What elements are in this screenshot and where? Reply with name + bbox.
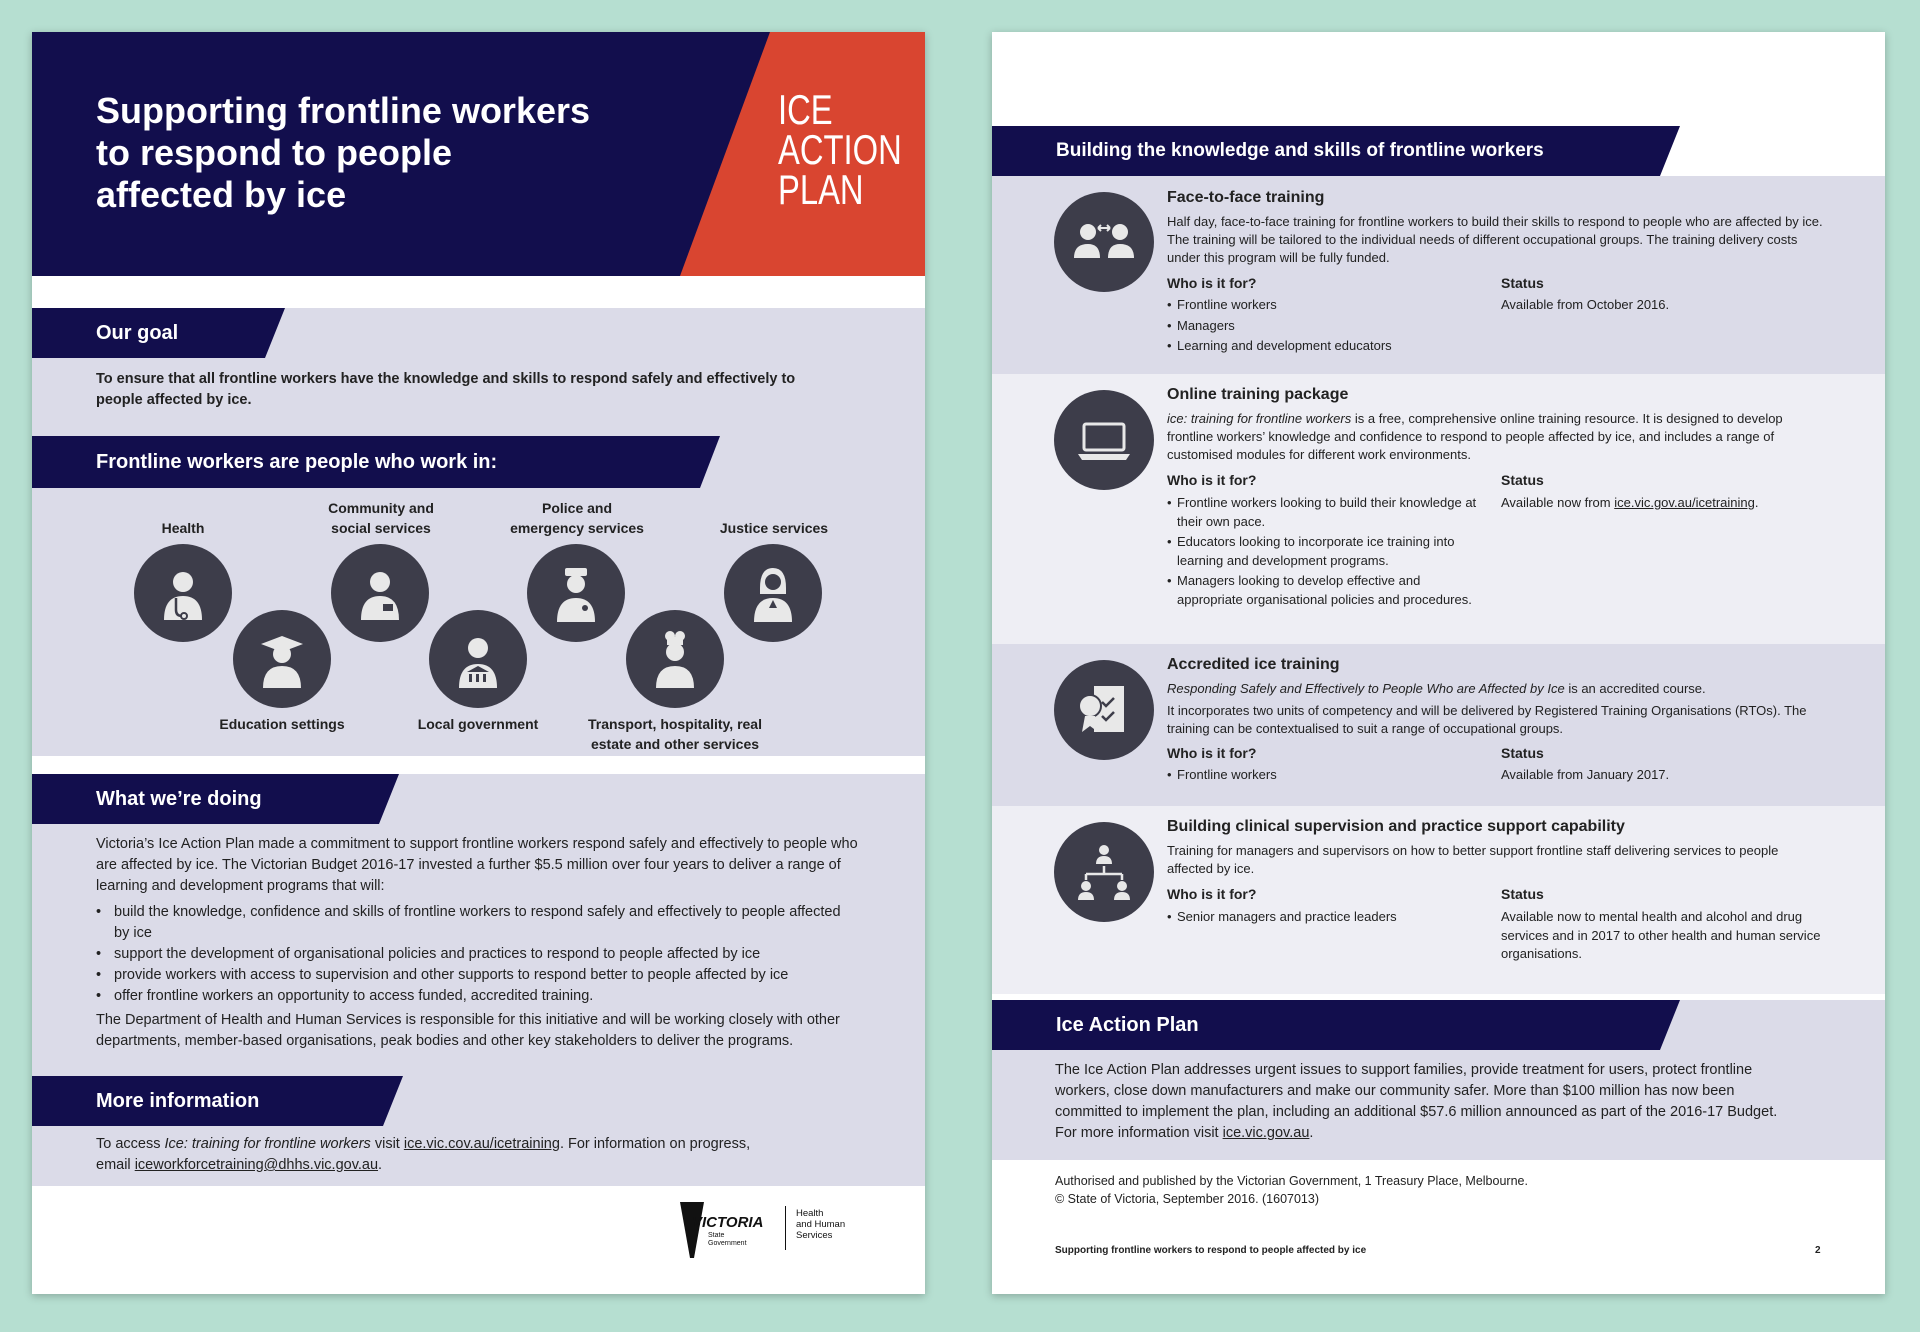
status-label: Status bbox=[1501, 886, 1544, 902]
page-number: 2 bbox=[1815, 1245, 1821, 1256]
government-building-icon bbox=[429, 610, 527, 708]
page-title: Supporting frontline workers to respond to people affected by ice bbox=[96, 90, 591, 215]
certificate-icon bbox=[1054, 660, 1154, 760]
who-list bbox=[1167, 766, 1477, 785]
sector-label-education: Education settings bbox=[219, 716, 345, 732]
status-label: Status bbox=[1501, 472, 1544, 488]
list-item: • Educators looking to incorporate ice training into learning and development programs. bbox=[1167, 533, 1477, 570]
status-text: Available now from ice.vic.gov.au/icetraining. bbox=[1501, 495, 1759, 510]
sector-label-health: Health bbox=[161, 520, 205, 536]
status-text: Available now to mental health and alcohol and drug services and in 2017 to other health and human service organisations. bbox=[1501, 909, 1821, 961]
program-title: Online training package bbox=[1167, 386, 1349, 403]
goal-text: To ensure that all frontline workers have the knowledge and skills to respond safely and effectively to people affected by ice. bbox=[96, 371, 796, 408]
doing-heading: What we’re doing bbox=[96, 788, 262, 810]
ice-vic-link[interactable]: ice.vic.gov.au bbox=[1222, 1125, 1310, 1141]
who-list bbox=[1167, 494, 1477, 609]
doing-intro: Victoria’s Ice Action Plan made a commitment to support frontline workers respond safely and effectively to people who are affected by ice. The Victorian Budget 2016-17 invested a further $5.5 million over four years to deliver a range of learning and development programs that will: bbox=[96, 836, 858, 894]
sector-label-transport: Transport, hospitality, real estate and other services bbox=[587, 716, 762, 752]
list-item: • build the knowledge, confidence and skills of frontline workers to respond safely and effectively to people affected by ice bbox=[96, 902, 858, 944]
who-label: Who is it for? bbox=[1167, 886, 1257, 902]
page-one: Supporting frontline workers to respond to people affected by ice ICE ACTION PLAN Our goal To ensure that all frontline workers have the knowledge and skills to respond safely and effectively to people affected by ice. Frontline workers are people who work in: Health Education settings Community and social services Local government Police and emergency services Transport, hospitality, real estate and other services Justice services What we’re doing Victoria’s Ice Action Plan made a commitment to support frontline workers respond safely and effectively to people who are affected by ice. The Victorian Budget 2016-17 invested a further $5.5 million over four years to deliver a range of learning and development programs that will: • build the knowledge, confidence and skills of frontline workers to respond safely and effectively to people affected by ice • support the development of organisational policies and practices to respond to people affected by ice • provide workers with access to supervision and other supports to respond better to people affected by ice • offer frontline workers an opportunity to access funded, accredited training. The Department of Health and Human Services is responsible for this initiative and will be working closely with other departments, member-based organisations, peak bodies and other key stakeholders to deliver the programs. More information To access Ice: training for frontline workers visit ice.vic.cov.au/icetraining. For information on progress, email iceworkforcetraining@dhhs.vic.gov.au. VICTORIA State Government Health and Human Services bbox=[32, 32, 925, 1294]
who-label: Who is it for? bbox=[1167, 745, 1257, 761]
program-title: Building clinical supervision and practice support capability bbox=[1167, 818, 1625, 835]
page-two bbox=[992, 32, 1885, 1294]
who-list bbox=[1167, 908, 1477, 927]
status-text: Available from October 2016. bbox=[1501, 297, 1670, 312]
program-title: Accredited ice training bbox=[1167, 656, 1340, 673]
two-people-exchange-icon bbox=[1054, 192, 1154, 292]
list-item: • Managers looking to develop effective and appropriate organisational policies and procedures. bbox=[1167, 572, 1477, 609]
who-label: Who is it for? bbox=[1167, 275, 1257, 291]
list-item: • Senior managers and practice leaders bbox=[1167, 908, 1477, 927]
email-link[interactable]: iceworkforcetraining@dhhs.vic.gov.au bbox=[134, 1157, 379, 1173]
copyright-text: © State of Victoria, September 2016. (1607013) bbox=[1055, 1192, 1320, 1206]
sector-label-local-government: Local government bbox=[417, 716, 539, 732]
laptop-icon bbox=[1054, 390, 1154, 490]
org-chart-icon bbox=[1054, 822, 1154, 922]
who-label: Who is it for? bbox=[1167, 472, 1257, 488]
program-desc: Responding Safely and Effectively to People Who are Affected by Ice is an accredited course. bbox=[1167, 681, 1706, 696]
program-desc: Half day, face-to-face training for frontline workers to build their skills to respond to people who are affected by ice. The training will be tailored to the individual needs of different occupational groups. The training delivery costs under this program will be fully funded. bbox=[1167, 214, 1823, 265]
list-item: • Frontline workers bbox=[1167, 296, 1477, 315]
list-item: • Frontline workers looking to build their knowledge at their own pace. bbox=[1167, 494, 1477, 531]
graduate-icon bbox=[233, 610, 331, 708]
plan-text: The Ice Action Plan addresses urgent issues to support families, provide treatment for users, protect frontline workers, close down manufacturers and make our community safer. More than $100 million has now been committed to implement the plan, including an additional $57.6 million announced as part of the 2016-17 Budget. For more information visit ice.vic.gov.au. bbox=[1055, 1062, 1778, 1141]
ice-action-plan-logo: ICE ACTION PLAN bbox=[778, 86, 902, 213]
doing-closing: The Department of Health and Human Services is responsible for this initiative and will be working closely with other departments, member-based organisations, peak bodies and other key stakeholders to deliver the programs. bbox=[96, 1012, 840, 1049]
stethoscope-person-icon bbox=[134, 544, 232, 642]
list-item: • Learning and development educators bbox=[1167, 337, 1477, 356]
footer-title: Supporting frontline workers to respond to people affected by ice bbox=[1055, 1245, 1367, 1256]
list-item: • provide workers with access to supervision and other supports to respond better to people affected by ice bbox=[96, 965, 858, 986]
list-item: • support the development of organisational policies and practices to respond to people affected by ice bbox=[96, 944, 858, 965]
program-title: Face-to-face training bbox=[1167, 189, 1325, 206]
knowledge-heading: Building the knowledge and skills of frontline workers bbox=[1056, 140, 1544, 161]
list-item: • Frontline workers bbox=[1167, 766, 1477, 785]
frontline-heading: Frontline workers are people who work in: bbox=[96, 451, 498, 473]
program-desc: ice: training for frontline workers is a free, comprehensive online training resource. It is designed to develop frontline workers’ knowledge and confidence to respond to people affected by ice, and includes a range of customised modules for different work environments. bbox=[1167, 411, 1783, 462]
more-text: To access Ice: training for frontline workers visit ice.vic.cov.au/icetraining. For information on progress, email iceworkforcetraining@dhhs.vic.gov.au. bbox=[96, 1136, 751, 1173]
judge-icon bbox=[724, 544, 822, 642]
program-desc: Training for managers and supervisors on how to better support frontline staff delivering services to people affected by ice. bbox=[1167, 843, 1779, 876]
status-text: Available from January 2017. bbox=[1501, 767, 1670, 782]
icetraining-link[interactable]: ice.vic.gov.au/icetraining bbox=[1614, 495, 1755, 510]
more-heading: More information bbox=[96, 1090, 260, 1112]
chef-icon bbox=[626, 610, 724, 708]
id-badge-person-icon bbox=[331, 544, 429, 642]
list-item: • offer frontline workers an opportunity to access funded, accredited training. bbox=[96, 986, 858, 1007]
goal-heading: Our goal bbox=[96, 322, 179, 344]
icetraining-link[interactable]: ice.vic.cov.au/icetraining bbox=[403, 1136, 560, 1152]
plan-heading: Ice Action Plan bbox=[1056, 1014, 1199, 1036]
sector-label-justice: Justice services bbox=[719, 520, 829, 536]
status-label: Status bbox=[1501, 275, 1544, 291]
status-label: Status bbox=[1501, 745, 1544, 761]
sector-label-community: Community and social services bbox=[328, 500, 434, 536]
police-officer-icon bbox=[527, 544, 625, 642]
authorised-text: Authorised and published by the Victorian Government, 1 Treasury Place, Melbourne. bbox=[1055, 1174, 1528, 1188]
doing-bullet-list bbox=[96, 902, 858, 1007]
list-item: • Managers bbox=[1167, 317, 1477, 336]
sector-label-police: Police and emergency services bbox=[510, 500, 644, 536]
program-desc-extra: It incorporates two units of competency and will be delivered by Registered Training Organisations (RTOs). The training can be contextualised to suit a range of occupational groups. bbox=[1167, 703, 1807, 736]
who-list bbox=[1167, 296, 1477, 356]
